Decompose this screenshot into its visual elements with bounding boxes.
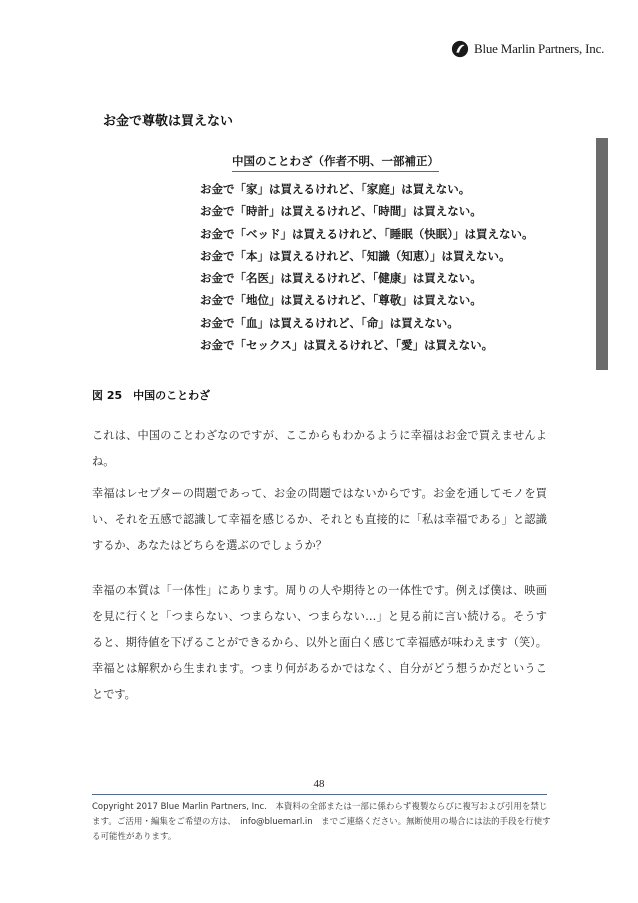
body-paragraph: 幸福の本質は「一体性」にあります。周りの人や期待との一体性です。例えば僕は、映画を見に行くと「つまらない、つまらない、つまらない…」と見る前に言い続ける。そうすると、期待値を下げることができるから、以外と面白く感じて幸福感が味わえます（笑）。幸福とは解釈から生まれます。つまり何があるかではなく、自分がどう想うかだということです。 bbox=[92, 584, 547, 701]
copyright-notice: Copyright 2017 Blue Marlin Partners, Inc. 本資料の全部または一部に係わらず複製ならびに複写および引用を禁じます。ご活用・編集をご希望の方は、 info@bluemarl.in までご連絡ください。無断使用の場合には法的手段を行使する可能性があります。 bbox=[92, 802, 551, 842]
proverb-line: お金で「地位」は買えるけれど、「尊敬」は買えない。 bbox=[200, 293, 482, 308]
proverb-line: お金で「ベッド」は買えるけれど、「睡眠（快眠）」は買えない。 bbox=[200, 226, 534, 241]
figure-heading: 中国のことわざ（作者不明、一部補正） bbox=[232, 153, 439, 172]
proverb-line: お金で「セックス」は買えるけれど、「愛」は買えない。 bbox=[200, 338, 494, 353]
body-paragraph: 幸福はレセプターの問題であって、お金の問題ではないからです。お金を通してモノを買い、それを五感で認識して幸福を感じるか、それとも直接的に「私は幸福である」と認識するか、あなたはどちらを選ぶのでしょうか？ bbox=[92, 487, 547, 552]
proverb-line: お金で「血」は買えるけれど、「命」は買えない。 bbox=[200, 315, 459, 330]
proverb-figure bbox=[190, 150, 534, 365]
logo-text: Blue Marlin Partners, Inc. bbox=[474, 41, 605, 56]
proverb-line: お金で「家」は買えるけれど、「家庭」は買えない。 bbox=[200, 182, 471, 196]
page-number: 48 bbox=[313, 778, 325, 790]
proverb-line: お金で「本」は買えるけれど、「知識（知恵）」は買えない。 bbox=[200, 248, 511, 263]
company-logo bbox=[451, 38, 604, 60]
blue-marlin-logo-icon bbox=[451, 40, 469, 58]
scrollbar-decoration bbox=[596, 138, 608, 370]
proverb-line: お金で「時計」は買えるけれど、「時間」は買えない。 bbox=[200, 204, 482, 219]
figure-caption: 図 25 中国のことわざ bbox=[92, 389, 211, 402]
footer-divider bbox=[92, 794, 547, 795]
section-title: お金で尊敬は買えない bbox=[103, 114, 234, 129]
proverb-line: お金で「名医」は買えるけれど、「健康」は買えない。 bbox=[200, 271, 482, 286]
body-paragraph: これは、中国のことわざなのですが、ここからもわかるように幸福はお金で買えませんよね。 bbox=[92, 429, 547, 468]
